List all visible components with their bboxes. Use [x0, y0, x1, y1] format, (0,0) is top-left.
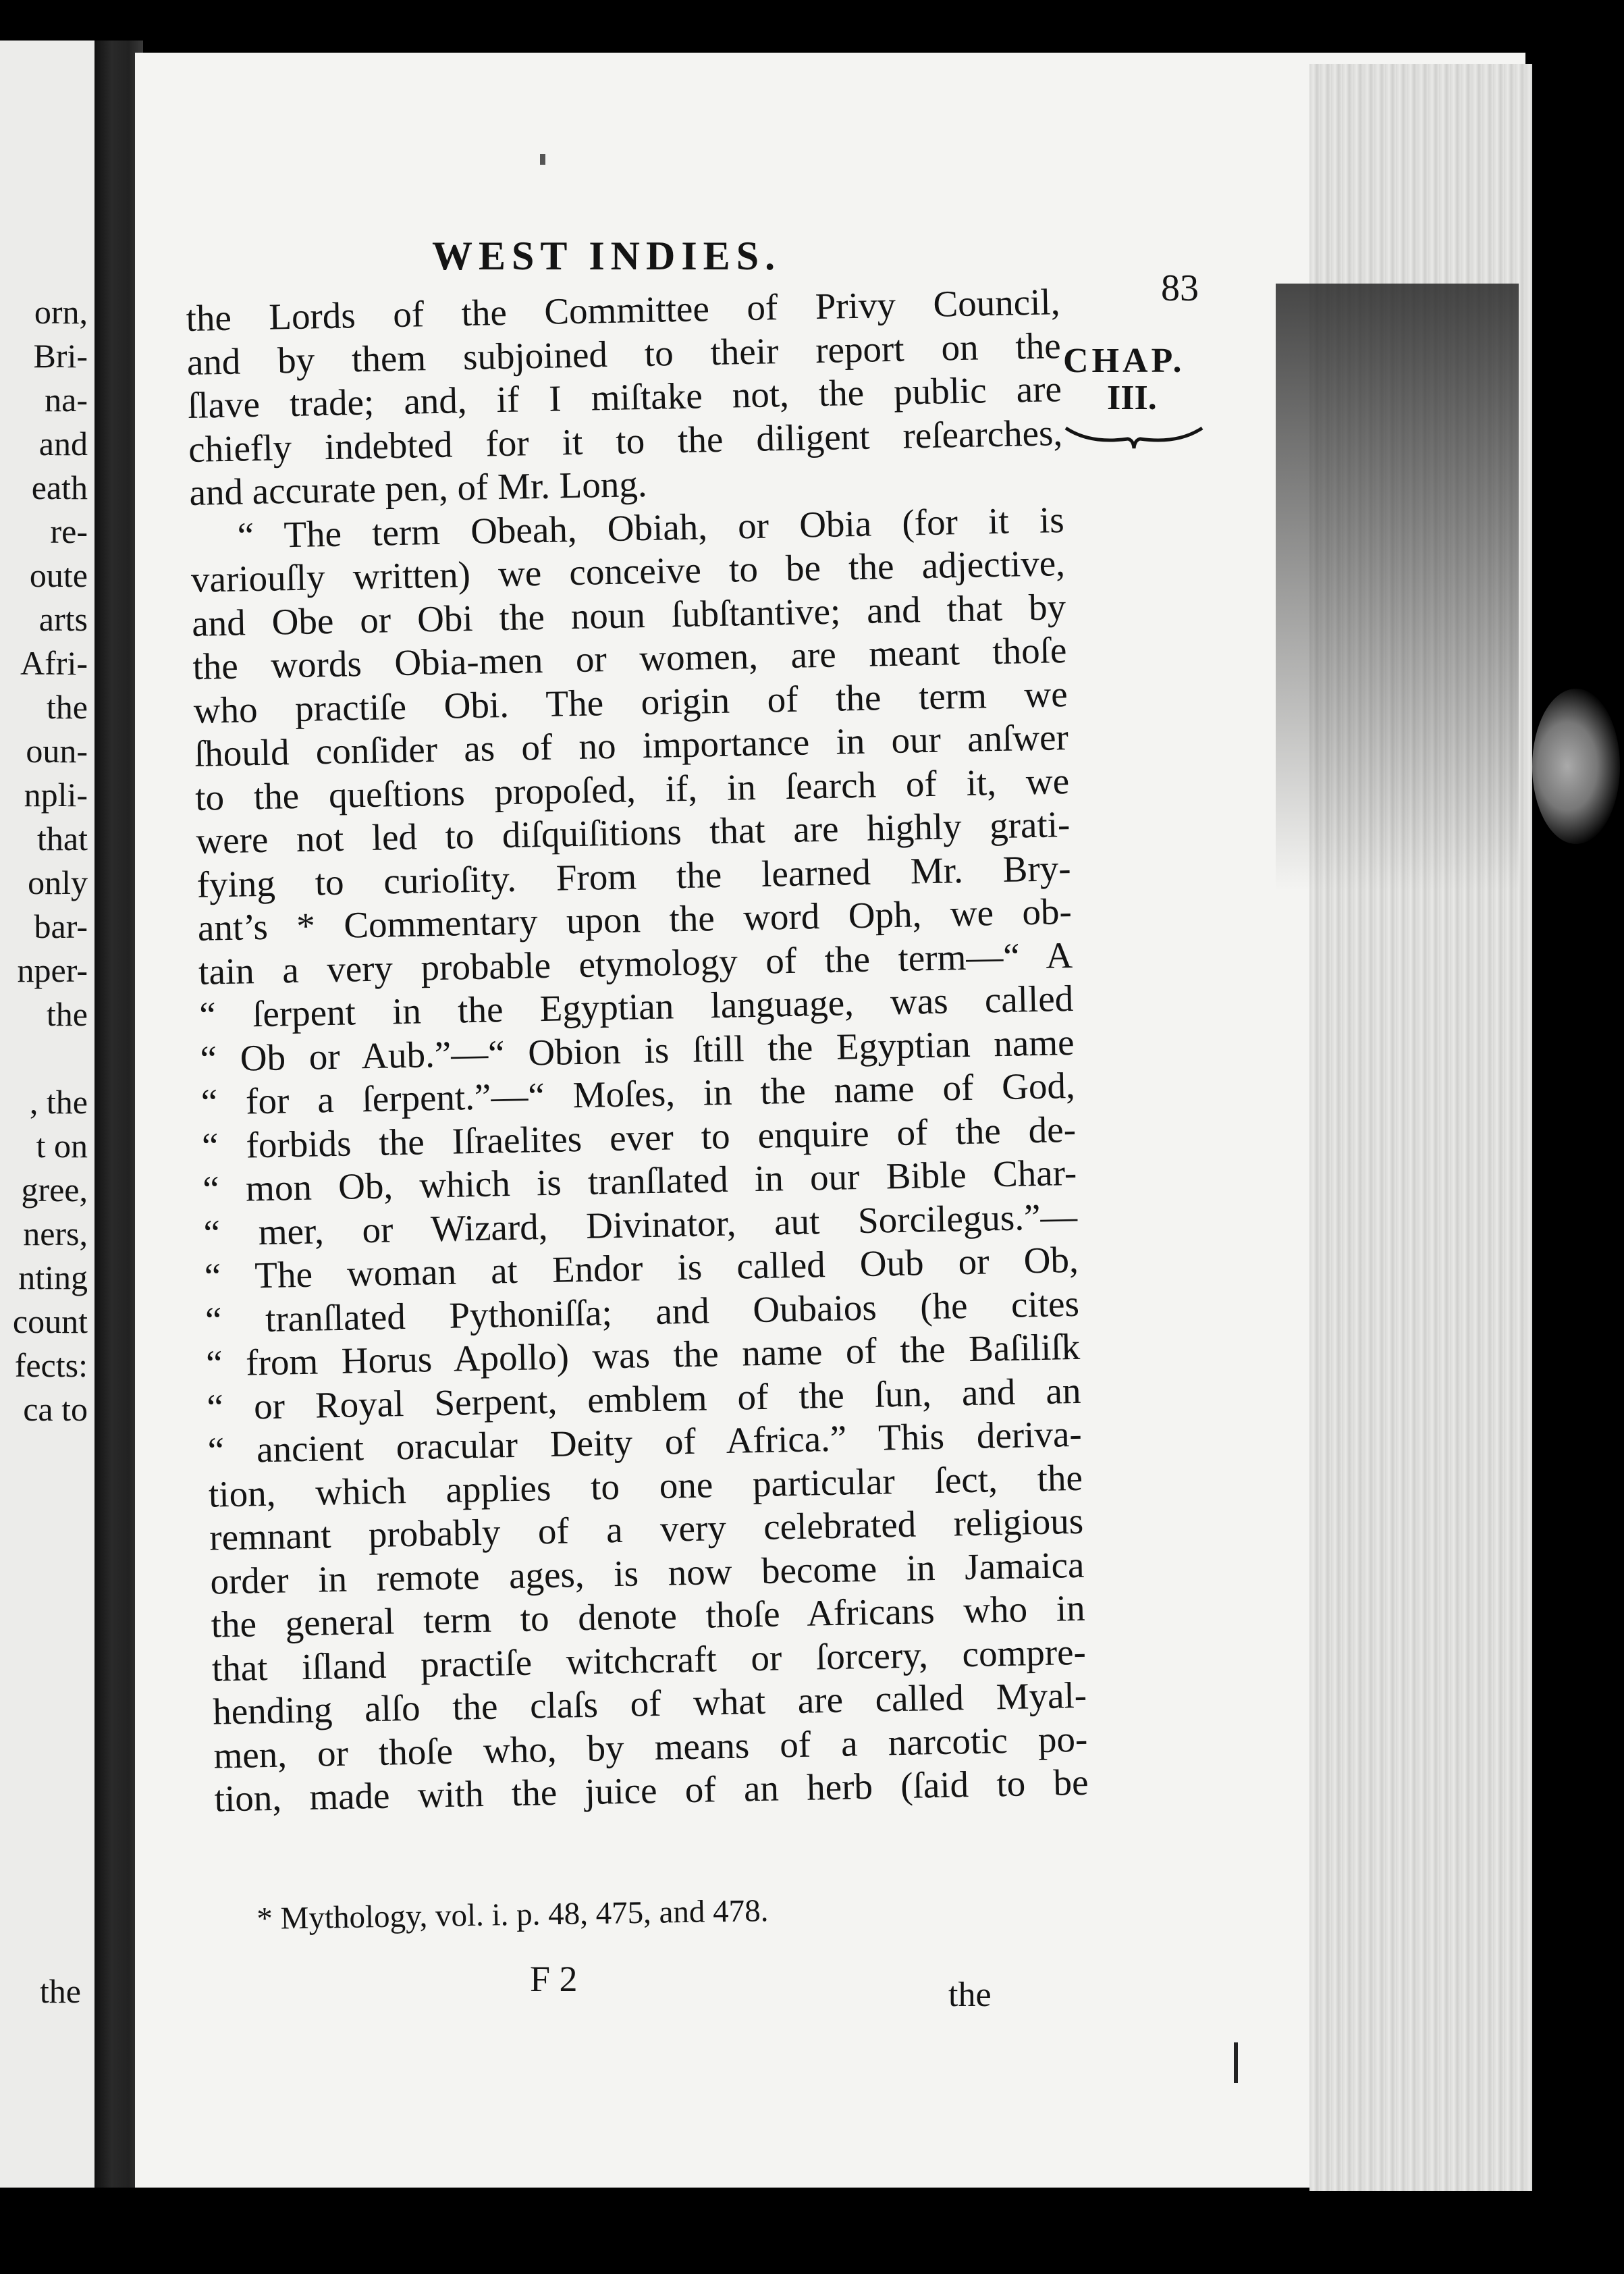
footnote: * Mythology, vol. i. p. 48, 475, and 478. [256, 1893, 769, 1936]
text-line: men, or thoſe who, by means of a narcotic po- [213, 1718, 1088, 1776]
text-line: variouſly written) we conceive to be the adjective, [190, 542, 1066, 600]
left-facing-page [0, 41, 94, 2188]
page-number: 83 [1161, 267, 1199, 309]
text-line: tain a very probable etymology of the term—“ A [198, 934, 1073, 993]
paper-speck [540, 154, 545, 165]
left-fragment: nper- [17, 951, 88, 989]
left-fragment: ners, [23, 1215, 88, 1252]
text-line: ſhould conſider as of no importance in our anſwer [194, 716, 1069, 774]
ink-bleed-shadow [1276, 284, 1519, 891]
text-line: the Lords of the Committee of Privy Council, [186, 281, 1060, 339]
chapter-number: III. [1107, 379, 1157, 417]
text-line: “ for a ſerpent.”—“ Moſes, in the name of God, [200, 1064, 1076, 1123]
text-line: and Obe or Obi the noun ſubſtantive; and that by [191, 585, 1066, 644]
left-fragment: na- [45, 381, 88, 419]
text-line: and by them subjoined to their report on the [186, 324, 1062, 383]
text-line: “ or Royal Serpent, emblem of the ſun, and an [206, 1369, 1081, 1428]
text-line: tion, made with the juice of an herb (ſaid to be [214, 1761, 1089, 1820]
text-line: “ tranſlated Pythoniſſa; and Oubaios (he cites [205, 1282, 1080, 1341]
text-line: order in remote ages, is now become in Jamaica [209, 1543, 1085, 1602]
chapter-brace-icon [1063, 419, 1205, 452]
text-line: “ The term Obeah, Obiah, or Obia (for it is [237, 498, 1065, 556]
text-line: fying to curioſity. From the learned Mr. Bry- [196, 847, 1072, 905]
left-fragment: bar- [34, 907, 88, 945]
text-line: that iſland practiſe witchcraft or ſorcery, compre- [211, 1631, 1087, 1689]
running-head: WEST INDIES. [432, 234, 782, 278]
text-line: and accurate pen, of Mr. Long. [188, 462, 648, 513]
left-fragment: that [37, 820, 88, 857]
chapter-label: CHAP. [1063, 342, 1185, 380]
text-line: “ from Horus Apollo) was the name of the Baſiliſk [205, 1325, 1081, 1384]
left-fragment: nting [18, 1259, 88, 1296]
left-fragment: ca to [23, 1390, 88, 1428]
left-fragment: the [46, 995, 88, 1033]
left-fragment: Afri- [20, 644, 88, 682]
left-page-text-fragments [13, 290, 88, 1431]
left-fragment: eath [31, 469, 88, 506]
text-line: the general term to denote thoſe Africans who in [211, 1587, 1086, 1645]
text-line: remnant probably of a very celebrated religious [209, 1500, 1084, 1558]
text-line: “ mer, or Wizard, Divinator, aut Sorcilegus.”— [203, 1195, 1078, 1254]
text-line: who practiſe Obi. The origin of the term we [193, 672, 1068, 731]
text-line: “ The woman at Endor is called Oub or Ob, [204, 1238, 1079, 1297]
left-fragment: re- [50, 512, 88, 550]
text-line: hending alſo the claſs of what are called Myal- [212, 1674, 1087, 1733]
text-line: “ ancient oracular Deity of Africa.” This deriva- [207, 1412, 1083, 1471]
text-line: the words Obia-men or women, are meant thoſe [192, 629, 1067, 687]
left-fragment: t on [36, 1127, 88, 1165]
left-fragment: fects: [14, 1346, 88, 1384]
left-fragment: Bri- [33, 337, 88, 375]
text-line: ſlave trade; and, if I miſtake not, the public are [187, 368, 1062, 426]
left-fragment: the [46, 688, 88, 726]
left-page-catchword: the [39, 1972, 81, 2010]
catchword: the [948, 1976, 992, 2014]
left-fragment: count [12, 1302, 88, 1340]
text-line: chiefly indebted for it to the diligent reſearches, [188, 411, 1063, 470]
text-line: “ ſerpent in the Egyptian language, was called [198, 977, 1074, 1036]
text-line: ant’s * Commentary upon the word Oph, we ob- [197, 890, 1073, 949]
text-line: to the queſtions propoſed, if, in ſearch of it, we [194, 760, 1070, 818]
text-line: “ Ob or Aub.”—“ Obion is ſtill the Egyptian name [200, 1021, 1075, 1080]
stray-ink-mark [1234, 2042, 1238, 2083]
scan-smudge [1532, 689, 1620, 844]
body-text [186, 280, 1089, 1821]
text-line: “ forbids the Iſraelites ever to enquire of the de- [201, 1108, 1077, 1167]
text-line: were not led to diſquiſitions that are highly grati- [195, 803, 1071, 862]
left-fragment: arts [38, 600, 88, 638]
left-fragment: orn, [34, 293, 88, 331]
left-fragment: and [38, 425, 88, 462]
signature-mark: F 2 [530, 1959, 578, 1999]
left-fragment: npli- [24, 776, 88, 814]
text-line: “ mon Ob, which is tranſlated in our Bible Char- [202, 1151, 1077, 1210]
left-fragment: oute [29, 556, 88, 594]
left-fragment: oun- [26, 732, 88, 770]
left-fragment: gree, [21, 1171, 88, 1209]
text-line: tion, which applies to one particular ſect, the [208, 1456, 1083, 1515]
left-fragment: , the [29, 1083, 88, 1121]
left-fragment: only [28, 864, 88, 901]
